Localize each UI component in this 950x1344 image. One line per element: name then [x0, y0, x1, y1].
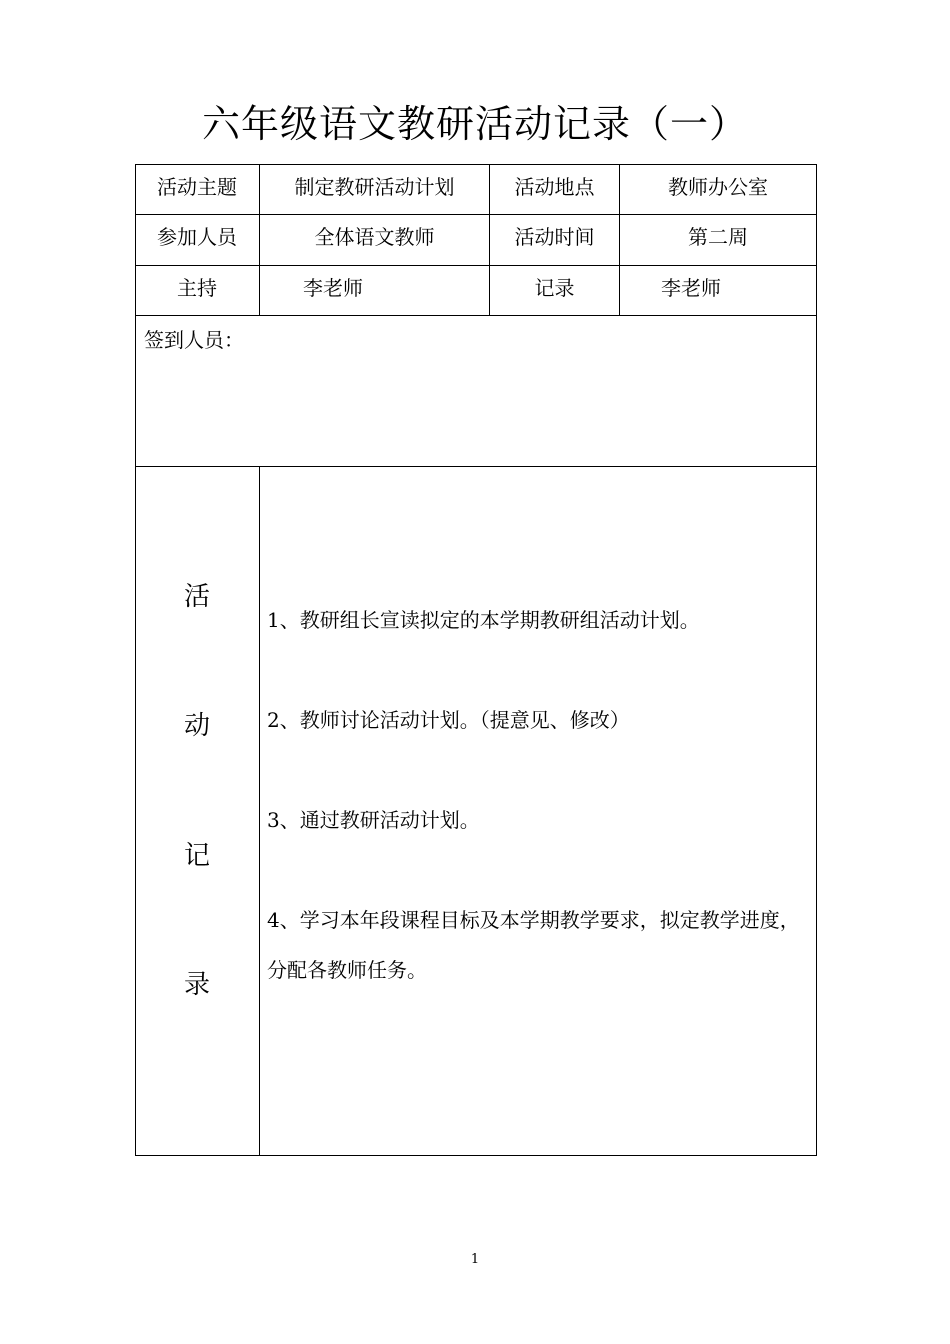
recorder-value: 李老师	[661, 276, 721, 300]
participants-label: 参加人员	[157, 225, 237, 249]
table-border-left	[135, 164, 136, 1156]
location-value: 教师办公室	[668, 175, 768, 199]
location-label: 活动地点	[514, 175, 595, 199]
record-side-char: 活	[183, 582, 210, 612]
page-number: 1	[470, 1252, 480, 1267]
sign-in-label: 签到人员：	[144, 328, 244, 352]
activity-record-table	[135, 164, 817, 1156]
row-divider	[135, 315, 817, 316]
host-label: 主持	[177, 276, 217, 300]
table-border-bottom	[135, 1155, 817, 1156]
row-divider	[135, 214, 817, 215]
record-side-char: 动	[183, 711, 210, 741]
participants-value: 全体语文教师	[314, 225, 435, 249]
record-item: 1、教研组长宣读拟定的本学期教研组活动计划。	[267, 608, 700, 632]
column-divider	[259, 466, 260, 1156]
row-divider	[135, 265, 817, 266]
record-item: 2、教师讨论活动计划。（提意见、修改）	[267, 708, 630, 732]
record-side-char: 录	[183, 970, 210, 1000]
time-value: 第二周	[688, 225, 748, 249]
theme-value: 制定教研活动计划	[294, 175, 455, 199]
record-item: 3、通过教研活动计划。	[267, 808, 480, 832]
table-border-top	[135, 164, 817, 165]
table-border-right	[816, 164, 817, 1156]
record-item: 4、学习本年段课程目标及本学期教学要求，拟定教学进度，分配各教师任务。	[267, 908, 800, 982]
time-label: 活动时间	[514, 225, 595, 249]
recorder-label: 记录	[534, 276, 575, 300]
record-side-char: 记	[183, 841, 210, 871]
row-divider	[135, 466, 817, 467]
host-value: 李老师	[303, 276, 363, 300]
theme-label: 活动主题	[157, 175, 237, 199]
page-title: 六年级语文教研活动记录（一）	[201, 102, 748, 146]
